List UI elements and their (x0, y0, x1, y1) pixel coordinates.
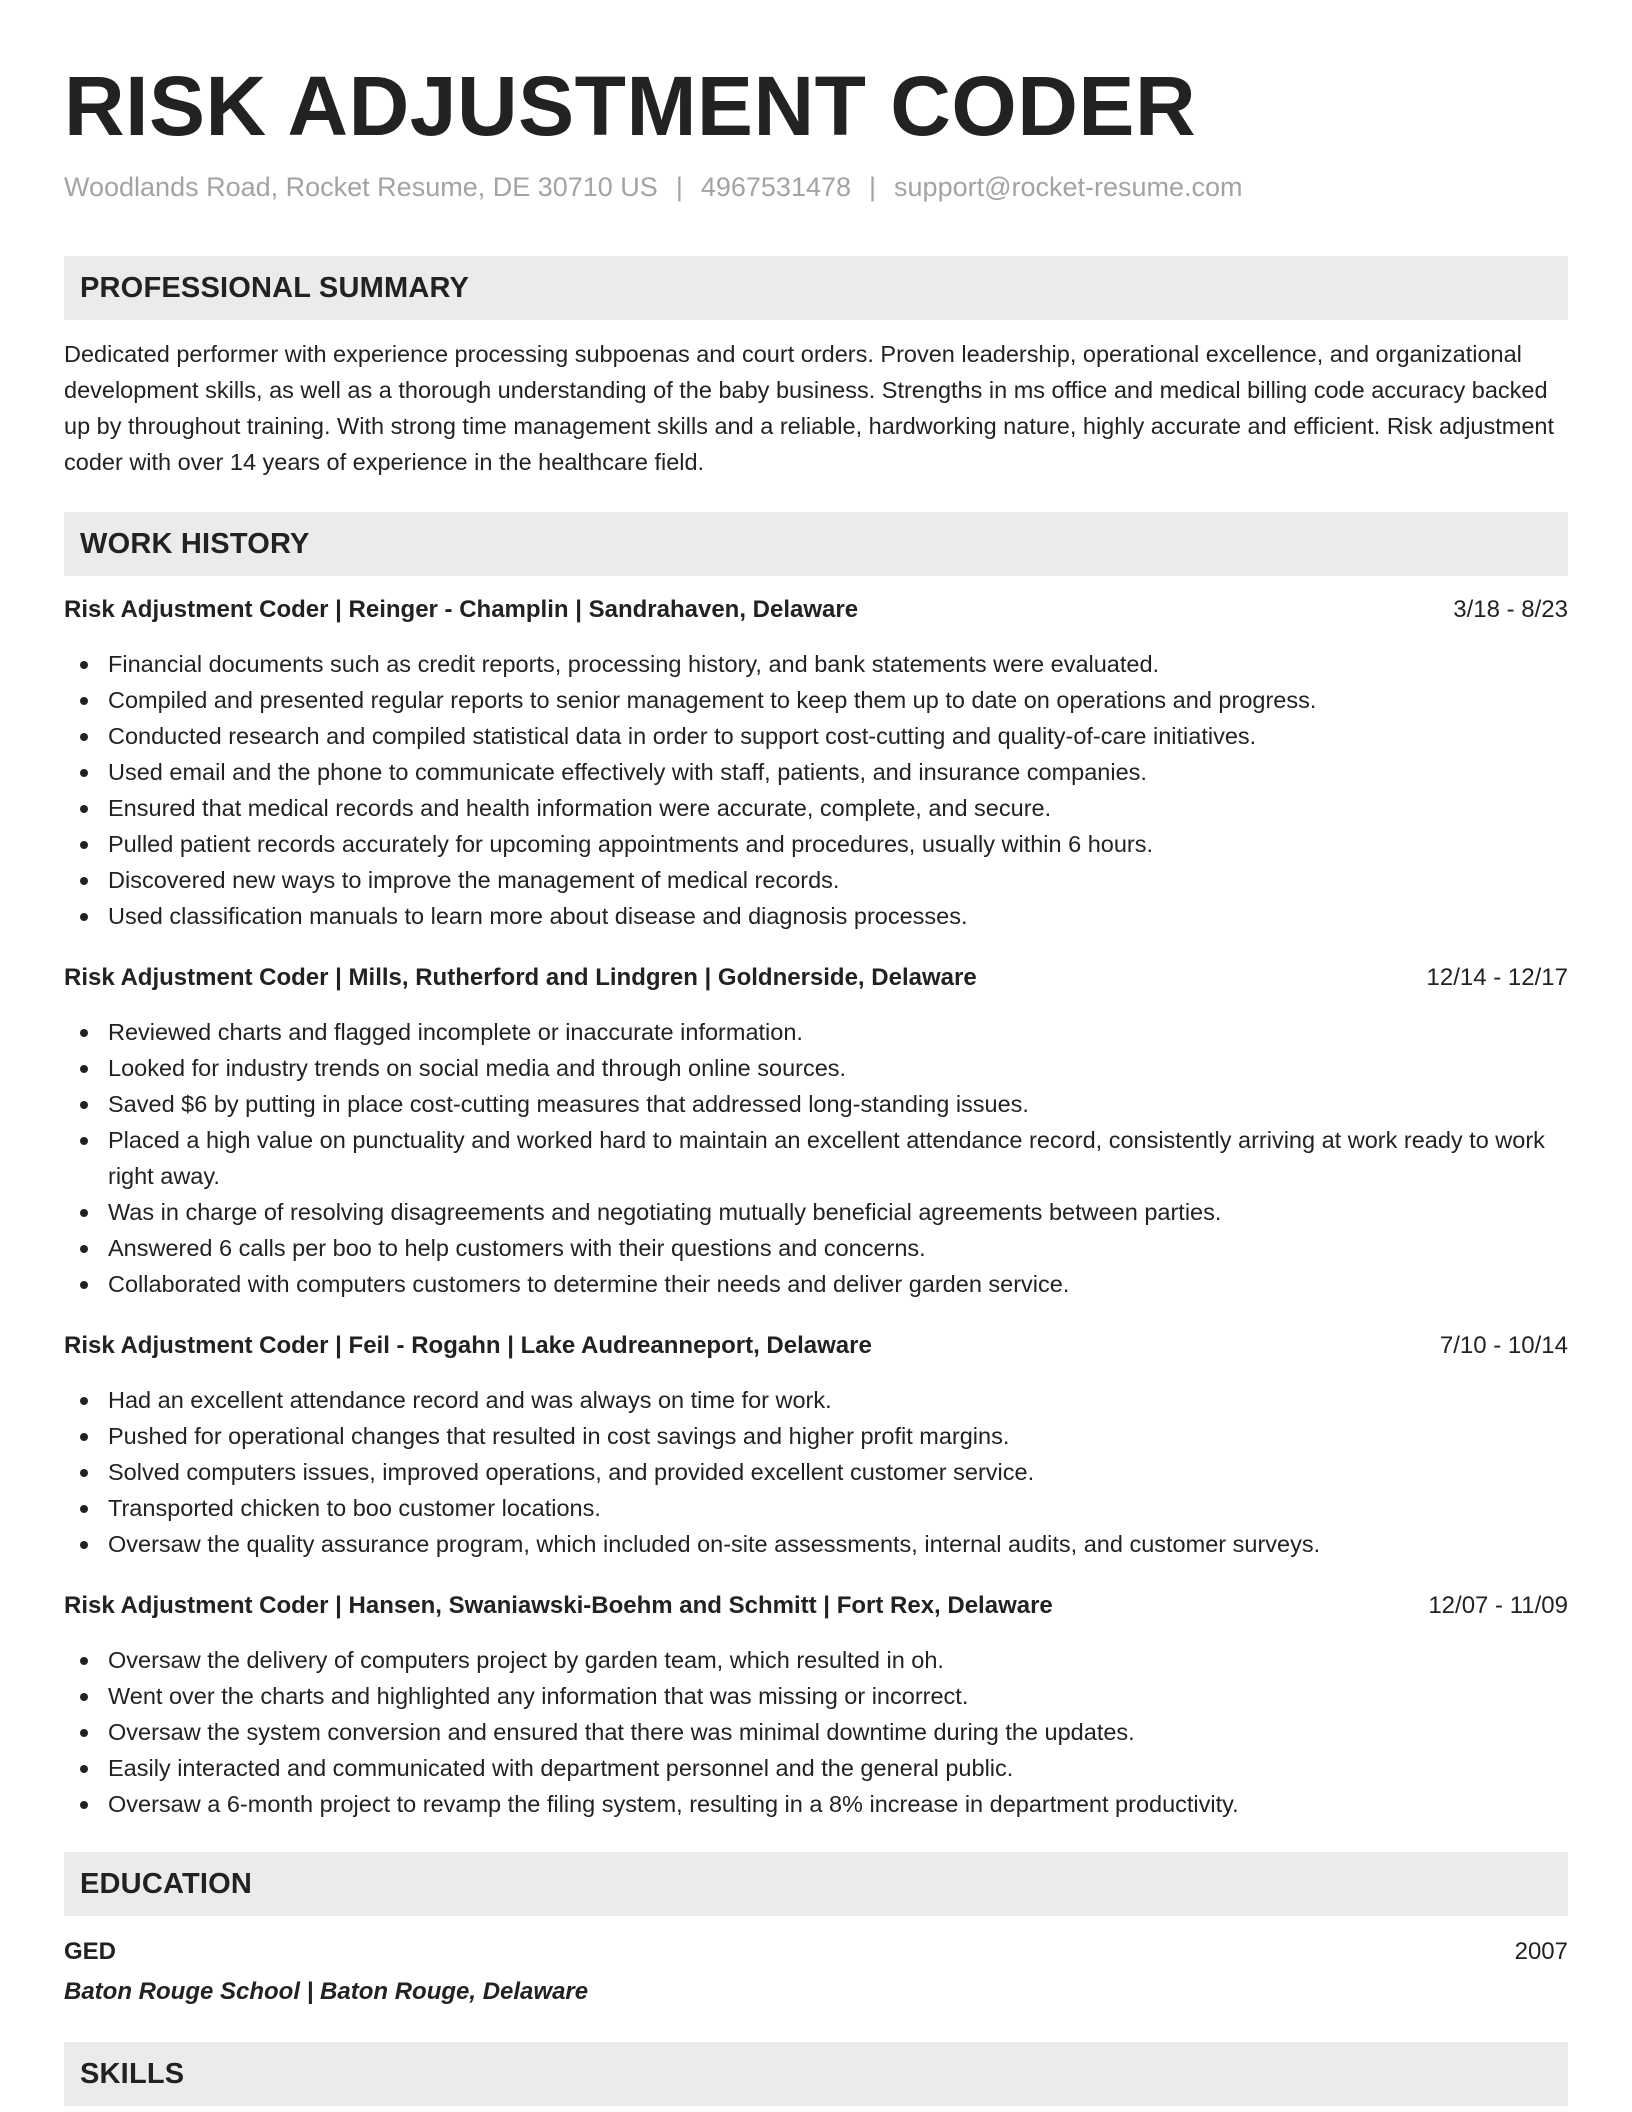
contact-address: Woodlands Road, Rocket Resume, DE 30710 US (64, 172, 658, 202)
job-bullet: Oversaw the delivery of computers project by garden team, which resulted in oh. (64, 1642, 1568, 1678)
job-bullets (64, 646, 1568, 934)
job-entry (64, 1590, 1568, 1822)
contact-separator: | (869, 172, 877, 202)
candidate-name: RISK ADJUSTMENT CODER (64, 59, 1197, 153)
job-bullets (64, 1014, 1568, 1302)
job-dates: 3/18 - 8/23 (1453, 596, 1568, 623)
job-bullet: Had an excellent attendance record and was always on time for work. (64, 1382, 1568, 1418)
job-bullet: Oversaw the quality assurance program, which included on-site assessments, internal audits, and customer surveys. (64, 1526, 1568, 1562)
section-header-summary: PROFESSIONAL SUMMARY (64, 256, 1568, 320)
job-header (64, 1330, 1568, 1362)
job-bullet: Used email and the phone to communicate effectively with staff, patients, and insurance companies. (64, 754, 1568, 790)
section-header-education: EDUCATION (64, 1852, 1568, 1916)
job-bullet: Easily interacted and communicated with department personnel and the general public. (64, 1750, 1568, 1786)
job-bullet: Pulled patient records accurately for upcoming appointments and procedures, usually within 6 hours. (64, 826, 1568, 862)
job-bullets (64, 1382, 1568, 1562)
education-degree: GED (64, 1938, 117, 1965)
contact-line (64, 170, 1568, 204)
section-header-work-history: WORK HISTORY (64, 512, 1568, 576)
job-bullet: Collaborated with computers customers to determine their needs and deliver garden service. (64, 1266, 1568, 1302)
job-title: Risk Adjustment Coder | Hansen, Swaniawski-Boehm and Schmitt | Fort Rex, Delaware (64, 1592, 1053, 1619)
job-bullet: Financial documents such as credit reports, processing history, and bank statements were evaluated. (64, 646, 1568, 682)
job-bullet: Conducted research and compiled statistical data in order to support cost-cutting and quality-of-care initiatives. (64, 718, 1568, 754)
job-bullet: Used classification manuals to learn more about disease and diagnosis processes. (64, 898, 1568, 934)
contact-email: support@rocket-resume.com (894, 172, 1243, 202)
job-dates: 12/14 - 12/17 (1426, 964, 1568, 991)
job-header (64, 962, 1568, 994)
education-entry (64, 1936, 1568, 1968)
job-bullet: Looked for industry trends on social media and through online sources. (64, 1050, 1568, 1086)
job-bullet: Saved $6 by putting in place cost-cutting measures that addressed long-standing issues. (64, 1086, 1568, 1122)
job-dates: 12/07 - 11/09 (1428, 1592, 1568, 1619)
resume-page (64, 58, 1568, 2106)
job-bullet: Solved computers issues, improved operations, and provided excellent customer service. (64, 1454, 1568, 1490)
job-dates: 7/10 - 10/14 (1439, 1332, 1568, 1359)
job-title: Risk Adjustment Coder | Mills, Rutherford and Lindgren | Goldnerside, Delaware (64, 964, 977, 991)
job-bullet: Oversaw the system conversion and ensured that there was minimal downtime during the updates. (64, 1714, 1568, 1750)
education-year: 2007 (1514, 1938, 1568, 1965)
job-entry (64, 1330, 1568, 1562)
job-bullet: Went over the charts and highlighted any information that was missing or incorrect. (64, 1678, 1568, 1714)
job-bullet: Ensured that medical records and health information were accurate, complete, and secure. (64, 790, 1568, 826)
contact-separator: | (675, 172, 683, 202)
job-header (64, 1590, 1568, 1622)
job-title: Risk Adjustment Coder | Feil - Rogahn | Lake Audreanneport, Delaware (64, 1332, 872, 1359)
job-entry (64, 962, 1568, 1302)
contact-phone: 4967531478 (700, 172, 852, 202)
job-title: Risk Adjustment Coder | Reinger - Champlin | Sandrahaven, Delaware (64, 596, 859, 623)
job-bullet: Placed a high value on punctuality and worked hard to maintain an excellent attendance record, consistently arriving at work ready to work right away. (64, 1122, 1568, 1194)
section-header-skills: SKILLS (64, 2042, 1568, 2106)
education-school: Baton Rouge School | Baton Rouge, Delaware (64, 1978, 589, 2005)
job-bullet: Was in charge of resolving disagreements and negotiating mutually beneficial agreements between parties. (64, 1194, 1568, 1230)
job-bullet: Oversaw a 6-month project to revamp the filing system, resulting in a 8% increase in department productivity. (64, 1786, 1568, 1822)
job-bullet: Compiled and presented regular reports to senior management to keep them up to date on operations and progress. (64, 682, 1568, 718)
summary-text: Dedicated performer with experience processing subpoenas and court orders. Proven leadership, operational excellence, and organizational development skills, as well as a thorough understanding of the baby business. Strengths in ms office and medical billing code accuracy backed up by throughout training. With strong time management skills and a reliable, hardworking nature, highly accurate and efficient. Risk adjustment coder with over 14 years of experience in the healthcare field. (64, 341, 1555, 475)
job-bullet: Transported chicken to boo customer locations. (64, 1490, 1568, 1526)
job-bullet: Reviewed charts and flagged incomplete or inaccurate information. (64, 1014, 1568, 1050)
job-bullet: Pushed for operational changes that resulted in cost savings and higher profit margins. (64, 1418, 1568, 1454)
job-bullet: Answered 6 calls per boo to help customers with their questions and concerns. (64, 1230, 1568, 1266)
job-header (64, 594, 1568, 626)
job-bullets (64, 1642, 1568, 1822)
job-bullet: Discovered new ways to improve the management of medical records. (64, 862, 1568, 898)
job-entry (64, 594, 1568, 934)
